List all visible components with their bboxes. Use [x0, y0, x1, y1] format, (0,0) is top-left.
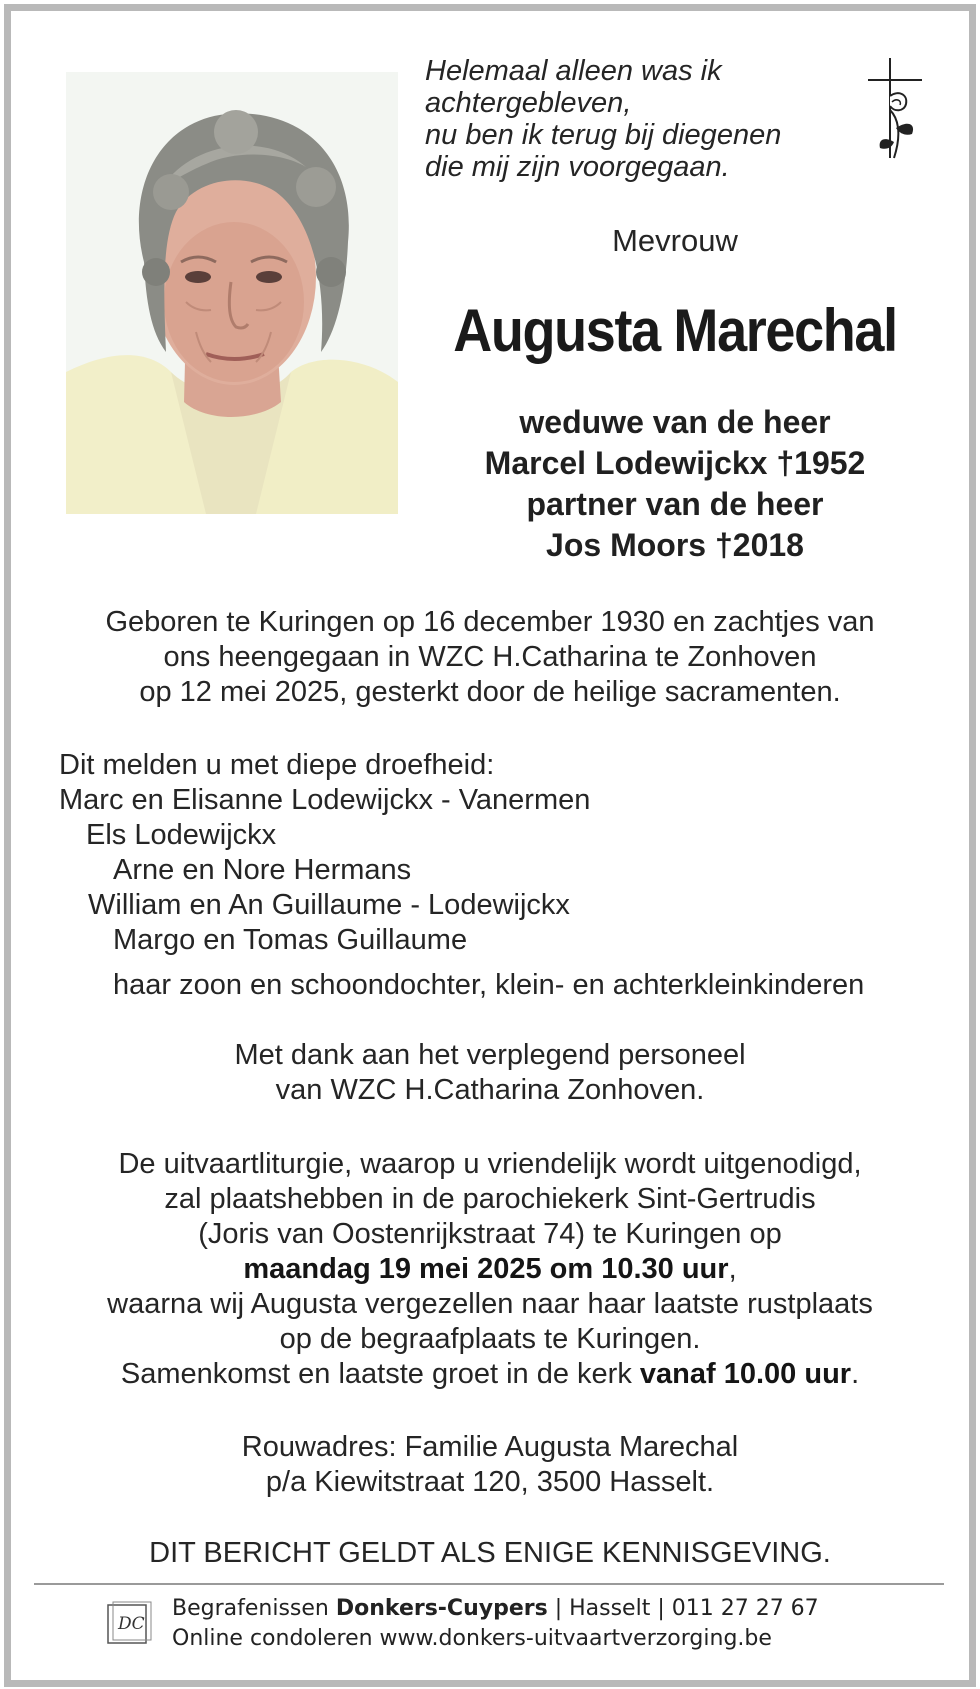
family-intro: Dit melden u met diepe droefheid:: [59, 749, 495, 781]
gathering-time: vanaf 10.00 uur: [639, 1358, 852, 1390]
notice-line: DIT BERICHT GELDT ALS ENIGE KENNISGEVING.: [149, 1537, 831, 1569]
footer-company-line: [172, 1594, 819, 1624]
salutation: Mevrouw: [612, 223, 738, 258]
footer-prefix: Begrafenissen: [172, 1596, 336, 1621]
verse-line: achtergebleven,: [425, 87, 632, 119]
funeral-home-logo: [106, 1601, 152, 1647]
funeral-line: De uitvaartliturgie, waarop u vriendelijk wordt uitgenodigd,: [118, 1148, 862, 1180]
family-member: Margo en Tomas Guillaume: [113, 924, 468, 956]
family-list: [59, 748, 590, 958]
verse-line: die mij zijn voorgegaan.: [425, 151, 730, 183]
funeral-date-suffix: ,: [728, 1253, 737, 1285]
family-member: Marc en Elisanne Lodewijckx - Vanermen: [59, 784, 591, 816]
relation-line: Jos Moors †2018: [546, 527, 804, 563]
funeral-line: waarna wij Augusta vergezellen naar haar laatste rustplaats: [107, 1288, 873, 1320]
family-member: Els Lodewijckx: [86, 819, 277, 851]
mourning-address: [40, 1430, 940, 1500]
family-closing: haar zoon en schoondochter, klein- en achterkleinkinderen: [113, 969, 865, 1001]
funeral-line: (Joris van Oostenrijkstraat 74) te Kuringen op: [198, 1218, 782, 1250]
memorial-verse: [425, 55, 781, 183]
relation-line: weduwe van de heer: [519, 404, 831, 440]
address-line: Rouwadres: Familie Augusta Marechal: [241, 1431, 739, 1463]
footer-contact: | Hasselt | 011 27 27 67: [547, 1596, 819, 1621]
cross-rose-icon: [868, 58, 930, 166]
address-line: p/a Kiewitstraat 120, 3500 Hasselt.: [265, 1466, 715, 1498]
gathering-suffix: .: [851, 1358, 860, 1390]
portrait-photo: [66, 72, 398, 514]
funeral-line: zal plaatshebben in de parochiekerk Sint-Gertrudis: [164, 1183, 816, 1215]
relations-block: [425, 402, 925, 566]
funeral-line: op de begraafplaats te Kuringen.: [279, 1323, 701, 1355]
verse-line: nu ben ik terug bij diegenen: [425, 119, 782, 151]
gathering-text: Samenkomst en laatste groet in de kerk: [120, 1358, 640, 1390]
footer-divider: [34, 1583, 944, 1585]
relation-line: partner van de heer: [526, 486, 824, 522]
funeral-date: maandag 19 mei 2025 om 10.30 uur: [243, 1253, 729, 1285]
deceased-name: Augusta Marechal: [453, 297, 897, 364]
footer-company: Donkers-Cuypers: [335, 1596, 548, 1621]
funeral-home-footer: [172, 1594, 819, 1654]
funeral-paragraph: [40, 1147, 940, 1392]
birth-line: Geboren te Kuringen op 16 december 1930 en zachtjes van: [105, 606, 875, 638]
logo-lettering: DC: [118, 1614, 145, 1634]
birth-line: op 12 mei 2025, gesterkt door de heilige sacramenten.: [139, 676, 841, 708]
thanks-paragraph: [40, 1038, 940, 1108]
birth-death-paragraph: [40, 605, 940, 710]
thanks-line: van WZC H.Catharina Zonhoven.: [275, 1074, 705, 1106]
funeral-date-line: [40, 1252, 940, 1287]
portrait-illustration: [66, 72, 398, 514]
verse-line: Helemaal alleen was ik: [425, 55, 722, 87]
relation-line: Marcel Lodewijckx †1952: [484, 445, 866, 481]
birth-line: ons heengegaan in WZC H.Catharina te Zonhoven: [163, 641, 817, 673]
family-member: William en An Guillaume - Lodewijckx: [88, 889, 570, 921]
thanks-line: Met dank aan het verplegend personeel: [234, 1039, 746, 1071]
gathering-line: [40, 1357, 940, 1392]
footer-online-line[interactable]: Online condoleren www.donkers-uitvaartverzorging.be: [172, 1626, 772, 1651]
family-member: Arne en Nore Hermans: [113, 854, 412, 886]
